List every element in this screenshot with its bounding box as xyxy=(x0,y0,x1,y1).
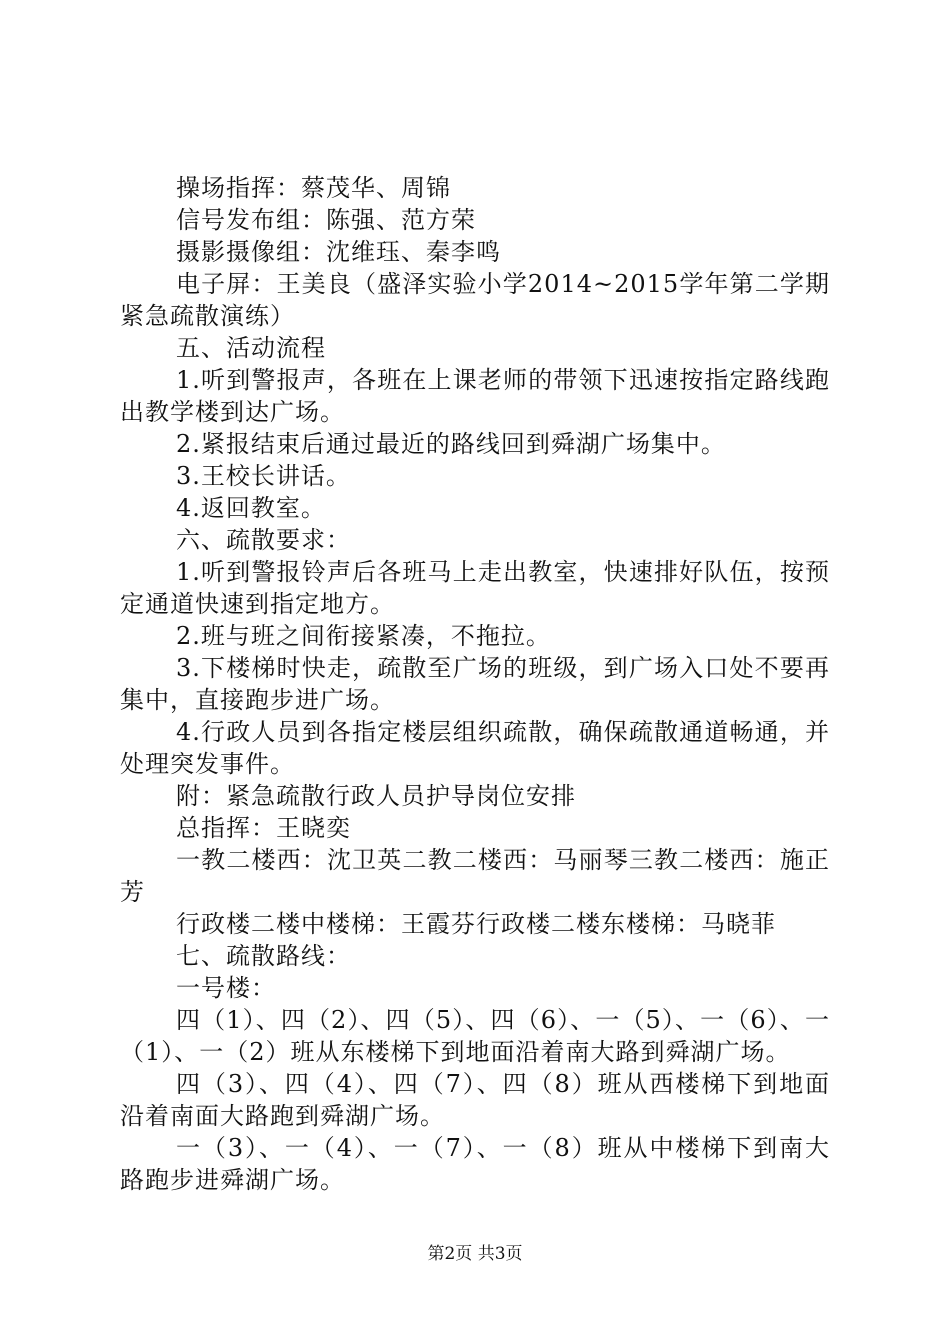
route-east-stairs: 四（1）、四（2）、四（5）、四（6）、一（5）、一（6）、一（1）、一（2）班从东楼梯下到地面沿着南大路到舜湖广场。 xyxy=(120,1006,830,1066)
requirement-2: 2.班与班之间衔接紧凑，不拖拉。 xyxy=(176,622,551,650)
building-one-heading: 一号楼： xyxy=(176,974,276,1002)
section-heading-requirements: 六、疏散要求： xyxy=(176,526,351,554)
requirement-4: 4.行政人员到各指定楼层组织疏散，确保疏散通道畅通，并处理突发事件。 xyxy=(120,718,830,778)
document-body xyxy=(120,172,830,1196)
section-heading-routes: 七、疏散路线： xyxy=(176,942,351,970)
appendix-heading: 附：紧急疏散行政人员护导岗位安排 xyxy=(176,782,576,810)
requirement-1: 1.听到警报铃声后各班马上走出教室，快速排好队伍，按预定通道快速到指定地方。 xyxy=(120,558,830,618)
photo-group: 摄影摄像组：沈维珏、秦李鸣 xyxy=(176,238,501,266)
electronic-screen: 电子屏：王美良（盛泽实验小学2014~2015学年第二学期紧急疏散演练） xyxy=(120,270,830,330)
requirement-3: 3.下楼梯时快走，疏散至广场的班级，到广场入口处不要再集中，直接跑步进广场。 xyxy=(120,654,830,714)
guard-posts-teaching: 一教二楼西：沈卫英二教二楼西：马丽琴三教二楼西：施正芳 xyxy=(120,846,830,906)
process-step-1: 1.听到警报声，各班在上课老师的带领下迅速按指定路线跑出教学楼到达广场。 xyxy=(120,366,830,426)
section-heading-process: 五、活动流程 xyxy=(176,334,326,362)
process-step-2: 2.紧报结束后通过最近的路线回到舜湖广场集中。 xyxy=(176,430,726,458)
commander-playground: 操场指挥：蔡茂华、周锦 xyxy=(176,174,451,202)
page-number-footer: 第2页 共3页 xyxy=(427,1244,523,1264)
route-middle-stairs: 一（3）、一（4）、一（7）、一（8）班从中楼梯下到南大路跑步进舜湖广场。 xyxy=(120,1134,830,1194)
route-west-stairs: 四（3）、四（4）、四（7）、四（8）班从西楼梯下到地面沿着南面大路跑到舜湖广场。 xyxy=(120,1070,830,1130)
guard-posts-admin: 行政楼二楼中楼梯：王霞芬行政楼二楼东楼梯：马晓菲 xyxy=(176,910,776,938)
signal-group: 信号发布组：陈强、范方荣 xyxy=(176,206,476,234)
process-step-4: 4.返回教室。 xyxy=(176,494,326,522)
chief-commander: 总指挥：王晓奕 xyxy=(176,814,351,842)
process-step-3: 3.王校长讲话。 xyxy=(176,462,351,490)
